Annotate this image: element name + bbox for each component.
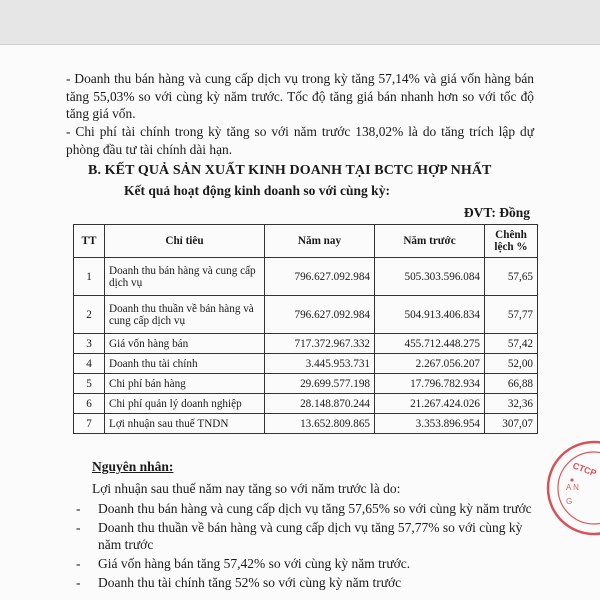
cause-text: Doanh thu tài chính tăng 52% so với cùng kỳ năm trước — [98, 575, 402, 590]
header-tt: TT — [74, 225, 105, 258]
cell-item: Doanh thu thuần về bán hàng và cung cấp dịch vụ — [105, 296, 265, 334]
paragraph-revenue-growth: - Doanh thu bán hàng và cung cấp dịch vụ trong kỳ tăng 57,14% và giá vốn hàng bán tăng 55,03% so với cùng kỳ năm trước. Tốc độ tăng giá bán nhanh hơn so với tốc độ tăng giá vốn. — [66, 71, 534, 121]
cell-change: 66,88 — [485, 374, 538, 394]
company-stamp-icon — [532, 438, 600, 538]
cell-current: 796.627.092.984 — [265, 296, 375, 334]
cell-change: 307,07 — [485, 414, 538, 434]
cell-change: 57,65 — [485, 258, 538, 296]
cell-item: Doanh thu tài chính — [105, 354, 265, 374]
svg-text:G: G — [566, 497, 573, 506]
cell-tt: 7 — [74, 414, 105, 434]
cell-item: Lợi nhuận sau thuế TNDN — [105, 414, 265, 434]
svg-text:CTCP: CTCP — [571, 460, 598, 479]
cell-current: 796.627.092.984 — [265, 258, 375, 296]
cell-item: Giá vốn hàng bán — [105, 334, 265, 354]
paragraph-financial-cost: - Chi phí tài chính trong kỳ tăng so với năm trước 138,02% là do tăng trích lập dự phòng đầu tư tài chính dài hạn. — [66, 124, 534, 157]
cause-text: Doanh thu bán hàng và cung cấp dịch vụ tăng 57,65% so với cùng kỳ năm trước — [98, 501, 532, 516]
cell-current: 28.148.870.244 — [265, 394, 375, 414]
cause-text: Giá vốn hàng bán tăng 57,42% so với cùng kỳ năm trước. — [98, 556, 411, 571]
cell-current: 3.445.953.731 — [265, 354, 375, 374]
cell-tt: 4 — [74, 354, 105, 374]
header-current-year: Năm nay — [265, 225, 375, 258]
table-header-row — [74, 225, 538, 258]
cell-previous: 21.267.424.026 — [375, 394, 485, 414]
cell-current: 13.652.809.865 — [265, 414, 375, 434]
cell-previous: 504.913.406.834 — [375, 296, 485, 334]
cell-tt: 5 — [74, 374, 105, 394]
list-item: - Doanh thu tài chính tăng 52% so với cùng kỳ năm trước — [76, 575, 402, 590]
cell-item: Chi phí bán hàng — [105, 374, 265, 394]
section-subtitle: Kết quả hoạt động kinh doanh so với cùng kỳ: — [124, 183, 390, 198]
table-row — [74, 394, 538, 414]
cell-tt: 3 — [74, 334, 105, 354]
cell-change: 57,77 — [485, 296, 538, 334]
table-row — [74, 374, 538, 394]
table-row — [74, 258, 538, 296]
section-title: B. KẾT QUẢ SẢN XUẤT KINH DOANH TẠI BCTC HỢP NHẤT — [88, 163, 492, 178]
cell-previous: 3.353.896.954 — [375, 414, 485, 434]
table-row — [74, 414, 538, 434]
cell-previous: 17.796.782.934 — [375, 374, 485, 394]
results-table — [73, 224, 538, 434]
header-item: Chỉ tiêu — [105, 225, 265, 258]
causes-intro: Lợi nhuận sau thuế năm nay tăng so với năm trước là do: — [92, 481, 401, 496]
table-row — [74, 354, 538, 374]
cell-change: 52,00 — [485, 354, 538, 374]
cell-change: 32,36 — [485, 394, 538, 414]
table-row — [74, 296, 538, 334]
cell-tt: 6 — [74, 394, 105, 414]
cell-change: 57,42 — [485, 334, 538, 354]
page-top-background — [0, 0, 600, 44]
causes-list — [72, 500, 542, 593]
page-top-edge — [0, 44, 600, 45]
list-item: - Doanh thu bán hàng và cung cấp dịch vụ tăng 57,65% so với cùng kỳ năm trước — [76, 501, 532, 516]
cell-previous: 2.267.056.207 — [375, 354, 485, 374]
cause-text: Doanh thu thuần về bán hàng và cung cấp dịch vụ tăng 57,77% so với cùng kỳ năm trước — [98, 520, 523, 552]
cell-tt: 1 — [74, 258, 105, 296]
cell-previous: 505.303.596.084 — [375, 258, 485, 296]
list-item: - Giá vốn hàng bán tăng 57,42% so với cùng kỳ năm trước. — [76, 556, 411, 571]
cell-item: Doanh thu bán hàng và cung cấp dịch vụ — [105, 258, 265, 296]
cell-item: Chi phí quản lý doanh nghiệp — [105, 394, 265, 414]
causes-heading: Nguyên nhân: — [92, 459, 174, 474]
table-row — [74, 334, 538, 354]
header-change: Chênh lệch % — [485, 225, 538, 258]
cell-current: 29.699.577.198 — [265, 374, 375, 394]
header-previous-year: Năm trước — [375, 225, 485, 258]
cell-previous: 455.712.448.275 — [375, 334, 485, 354]
list-item: - Doanh thu thuần về bán hàng và cung cấp dịch vụ tăng 57,77% so với cùng kỳ năm trước — [76, 520, 523, 552]
svg-text:A N: A N — [566, 483, 579, 492]
cell-current: 717.372.967.332 — [265, 334, 375, 354]
unit-label: ĐVT: Đồng — [463, 205, 530, 220]
cell-tt: 2 — [74, 296, 105, 334]
